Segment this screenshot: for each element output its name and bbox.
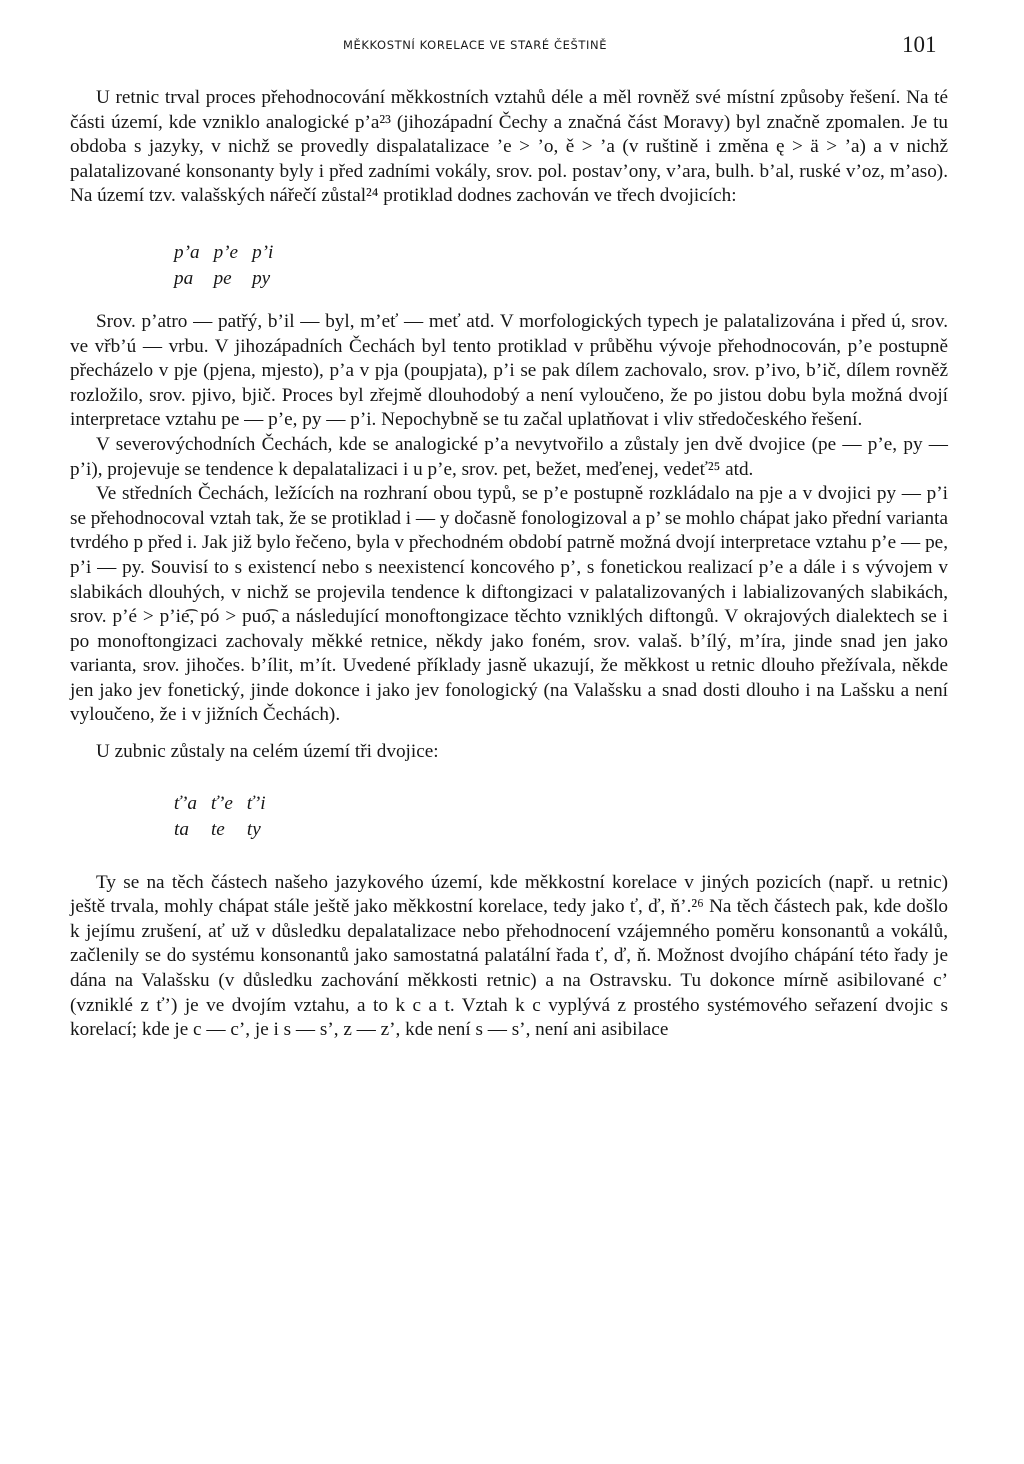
labial-pairs-table <box>174 240 948 292</box>
body-text <box>70 86 948 1043</box>
pair-cell: ty <box>246 818 261 840</box>
running-title: MĚKKOSTNÍ KORELACE VE STARÉ ČEŠTINĚ <box>343 38 608 52</box>
dental-hard-row <box>174 817 280 843</box>
page-number: 101 <box>902 32 937 57</box>
labial-soft-row <box>174 240 287 266</box>
pair-cell: py <box>252 267 271 289</box>
pair-cell: p’i <box>252 241 274 263</box>
pair-cell: te <box>210 818 225 840</box>
paragraph-1: U retnic trval proces přehodnocování měkkostních vztahů déle a měl rovněž své místní způsoby řešení. Na té části území, kde vzniklo analogické p’a²³ (jihozápadní Čechy a značná část Moravy) byl značně zpomalen. Je tu obdoba s jazyky, v nichž se provedly dispalatalizace ’e > ’o, ě > ’a (v ruštině i změna ę > ä > ’a) a v nichž palatalizované konsonanty byly i před zadními vokály, srov. pol. postav’ony, v’ara, bulh. b’al, ruské v’oz, m’aso). Na území tzv. valašských nářečí zůstal²⁴ protiklad dodnes zachován ve třech dvojicích: <box>70 87 948 207</box>
pair-cell: ť’a <box>174 792 197 814</box>
pair-cell: ť’e <box>210 792 233 814</box>
pair-cell: p’e <box>213 241 239 263</box>
paragraph-2: Srov. p’atro — patřý, b’il — byl, m’eť — meť atd. V morfologických typech je palatalizována i před ú, srov. ve vřb’ú — vrbu. V jihozápadních Čechách byl tento protiklad v průběhu vývoje přehodnocován, p’e postupně přecházelo v pje (pjena, mjesto), p’a v pja (poupjata), p’i se pak dílem zachovalo, srov. p’ivo, b’ič, dílem rovněž rozložilo, srov. pjivo, bjič. Proces byl zřejmě dlouhodobý a není vyloučeno, že po jistou dobu byla možná dvojí interpretace vztahu pe — p’e, py — p’i. Nepochybně se tu začal uplatňovat i vliv středočeského řešení. <box>70 310 948 431</box>
labial-hard-row <box>174 266 287 292</box>
dental-pairs-table <box>174 791 948 843</box>
pair-cell: p’a <box>174 241 200 263</box>
paragraph-3: V severovýchodních Čechách, kde se analogické p’a nevytvořilo a zůstaly jen dvě dvojice (pe — p’e, py — p’i), projevuje se tendence k depalatalizaci i u p’e, srov. pet, bežet, meďenej, vedeť²⁵ atd. <box>70 433 948 480</box>
paragraph-4: Ve středních Čechách, ležících na rozhraní obou typů, se p’e postupně rozkládalo na pje a v dvojici py — p’i se přehodnocoval vztah tak, že se protiklad i — y dočasně fonologizoval a p’ se mohlo chápat jako přední varianta tvrdého p před i. Jak již bylo řečeno, byla v přechodném období patrně možná dvojí interpretace vztahu p’e — pe, p’i — py. Souvisí to s existencí nebo s neexistencí koncového p’, s fonetickou realizací p’e a dále i s vývojem v slabikách dlouhých, v nichž se projevila tendence k diftongizaci v palatalizovaných i labializovaných slabikách, srov. p’é > p’ie͡, pó > puo͡, a následující monoftongizace těchto vzniklých diftongů. V okrajových dialektech se i po monoftongizaci zachovaly měkké retnice, někdy jako foném, srov. valaš. b’ílý, m’íra, jinde snad jen jako varianta, srov. jihočes. b’ílit, m’ít. Uvedené příklady jasně ukazují, že měkkost u retnic dlouho přežívala, někde jen jako jev fonetický, jinde dokonce i jako jev fonologický (na Valašsku a snad dosti dlouho i na Lašsku a není vyloučeno, že i v jižních Čechách). <box>70 483 948 726</box>
pair-cell: pa <box>174 267 194 289</box>
pair-cell: ta <box>174 818 189 840</box>
pair-cell: ť’i <box>246 792 266 814</box>
running-head <box>0 32 1024 58</box>
dental-soft-row <box>174 791 280 817</box>
pair-cell: pe <box>213 267 232 289</box>
paragraph-6: Ty se na těch částech našeho jazykového území, kde měkkostní korelace v jiných pozicích (např. u retnic) ještě trvala, mohly chápat stále ještě jako měkkostní korelace, tedy jako ť, ď, ň’.²⁶ Na těch částech pak, kde došlo k jejímu zrušení, ať už v důsledku depalatalizace nebo přehodnocení vzájemného poměru konsonantů a vokálů, začlenily se do systému konsonantů jako samostatná palatální řada ť, ď, ň. Možnost dvojího chápání této řady je dána na Valašsku (v důsledku zachování měkkosti retnic) a na Ostravsku. Tu dokonce mírně asibilované c’ (vzniklé z ť’) je ve dvojím vztahu, a to k c a t. Vztah k c vyplývá z prostého systémového seřazení dvojic s korelací; kde je c — c’, je i s — s’, z — z’, kde není s — s’, není ani asibilace <box>70 871 948 1041</box>
paragraph-5: U zubnic zůstaly na celém území tři dvojice: <box>96 741 439 763</box>
